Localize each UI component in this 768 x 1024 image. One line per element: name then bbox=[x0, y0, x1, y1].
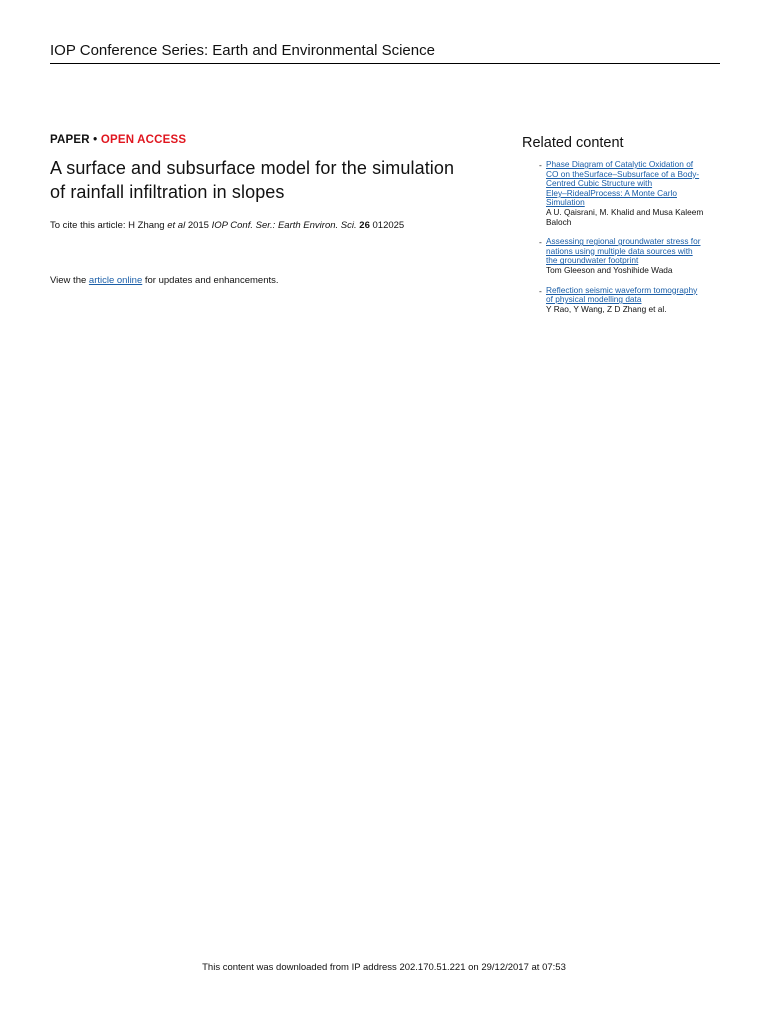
related-item-authors: Tom Gleeson and Yoshihide Wada bbox=[546, 264, 673, 275]
related-item-authors: Y Rao, Y Wang, Z D Zhang et al. bbox=[546, 303, 667, 314]
paper-label: PAPER bbox=[50, 134, 90, 146]
cite-etal: et al bbox=[167, 220, 186, 231]
related-item-link[interactable]: Assessing regional groundwater stress for bbox=[546, 236, 701, 247]
list-dash: - bbox=[539, 237, 542, 248]
related-item bbox=[522, 286, 722, 315]
article-online-link[interactable]: article online bbox=[88, 275, 143, 286]
list-dash: - bbox=[539, 285, 542, 296]
cite-journal: IOP Conf. Ser.: Earth Environ. Sci. bbox=[211, 220, 357, 231]
related-item-link[interactable]: the groundwater footprint bbox=[546, 255, 639, 266]
list-dash: - bbox=[539, 160, 542, 170]
cite-volume: 26 bbox=[359, 220, 370, 231]
related-content bbox=[522, 135, 722, 324]
related-item-authors: A U. Qaisrani, M. Khalid and Musa Kaleem bbox=[546, 206, 704, 217]
related-item-link[interactable]: Eley–RidealProcess: A Monte Carlo bbox=[546, 187, 677, 198]
view-prefix: View the bbox=[50, 275, 89, 286]
related-item bbox=[522, 237, 722, 275]
journal-header bbox=[50, 42, 720, 64]
related-item-link[interactable]: CO on theSurface–Subsurface of a Body- bbox=[546, 168, 700, 179]
related-item-link[interactable]: Phase Diagram of Catalytic Oxidation of bbox=[546, 159, 694, 169]
related-item-link[interactable]: nations using multiple data sources with bbox=[546, 245, 693, 256]
label-separator: • bbox=[89, 134, 101, 146]
view-online-line bbox=[50, 275, 520, 286]
article-title-line-1: A surface and subsurface model for the simulation bbox=[50, 158, 455, 178]
open-access-badge: OPEN ACCESS bbox=[100, 134, 187, 146]
related-item-link[interactable]: Reflection seismic waveform tomography bbox=[546, 284, 698, 295]
cite-article-number: 012025 bbox=[369, 220, 405, 231]
related-list bbox=[522, 160, 722, 314]
citation bbox=[50, 220, 520, 231]
article-title-line-2: of rainfall infiltration in slopes bbox=[50, 182, 285, 202]
paper-type-label bbox=[50, 134, 520, 146]
related-item-link[interactable]: Centred Cubic Structure with bbox=[546, 178, 653, 189]
cite-prefix: To cite this article: H Zhang bbox=[50, 220, 168, 231]
view-suffix: for updates and enhancements. bbox=[142, 275, 279, 286]
download-note: This content was downloaded from IP address 202.170.51.221 on 29/12/2017 at 07:53 bbox=[202, 962, 566, 973]
related-content-heading: Related content bbox=[522, 135, 624, 151]
related-item-authors: Baloch bbox=[546, 216, 572, 227]
related-item bbox=[522, 160, 722, 227]
cite-year: 2015 bbox=[185, 220, 212, 231]
article-info bbox=[50, 134, 520, 286]
related-item-link[interactable]: of physical modelling data bbox=[546, 294, 642, 305]
journal-title: IOP Conference Series: Earth and Environmental Science bbox=[50, 42, 435, 59]
article-title bbox=[50, 156, 520, 204]
related-item-link[interactable]: Simulation bbox=[546, 197, 585, 208]
